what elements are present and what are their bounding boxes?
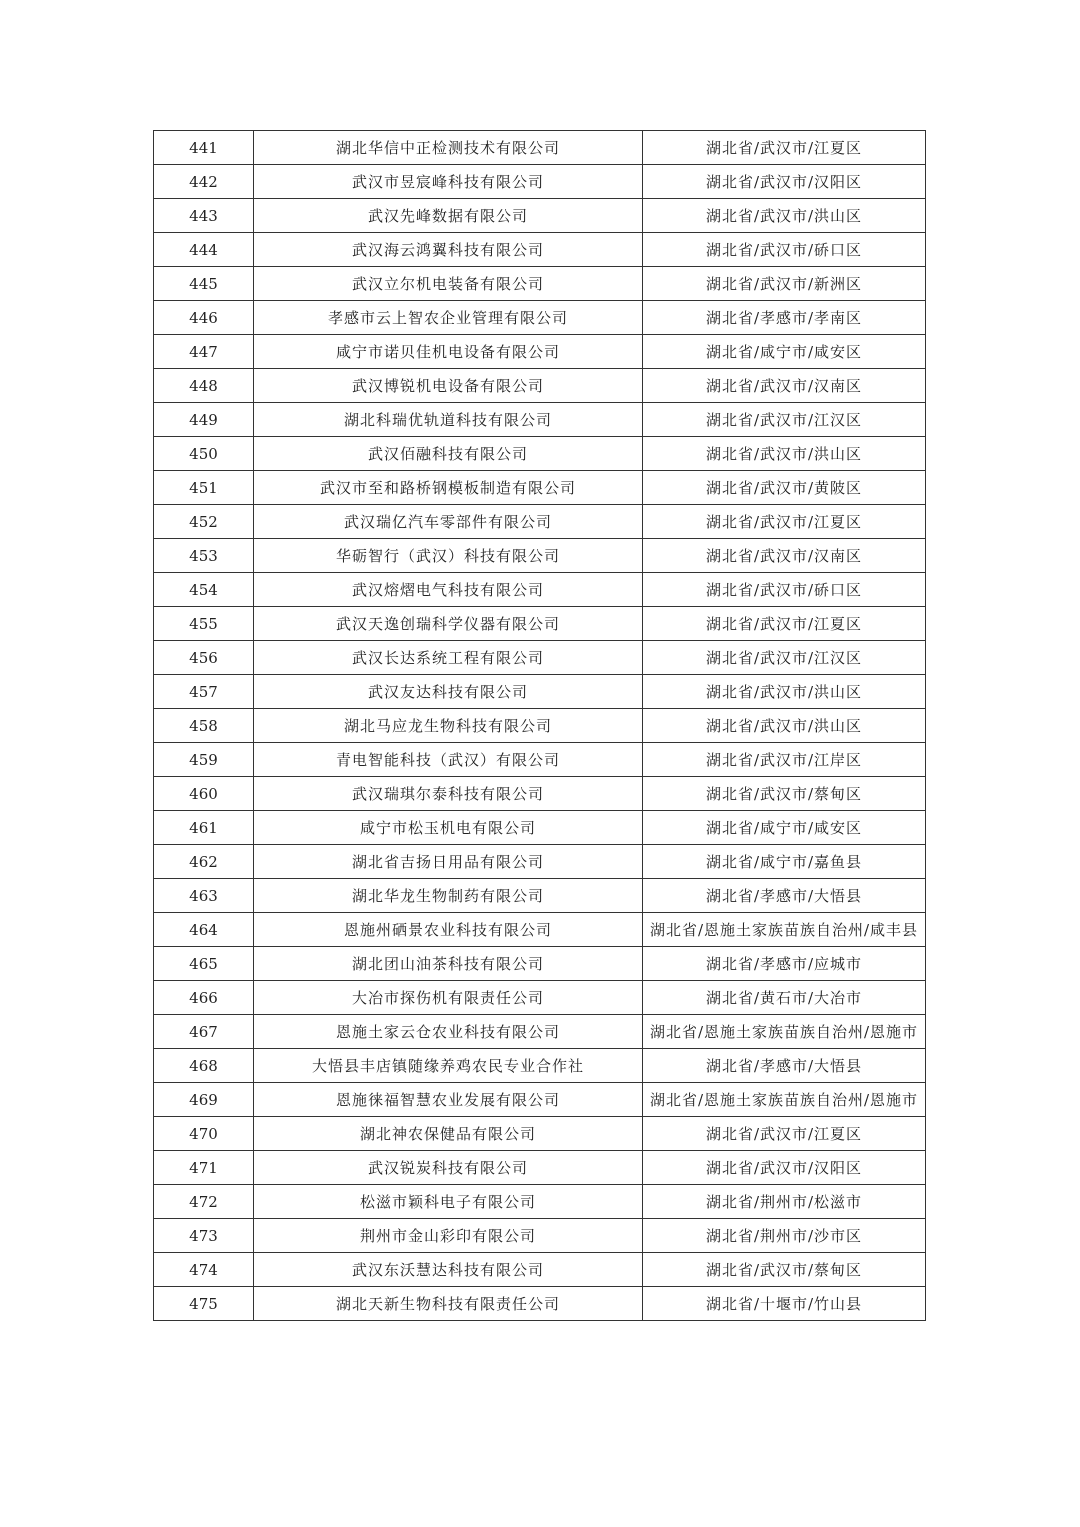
- table-row: [154, 641, 926, 675]
- row-number: 455: [154, 607, 254, 641]
- company-location: 湖北省/武汉市/洪山区: [643, 709, 926, 743]
- company-location: 湖北省/孝感市/大悟县: [643, 879, 926, 913]
- table-row: [154, 1151, 926, 1185]
- table-row: [154, 1083, 926, 1117]
- company-location: 湖北省/武汉市/黄陂区: [643, 471, 926, 505]
- row-number: 466: [154, 981, 254, 1015]
- row-number: 456: [154, 641, 254, 675]
- table-row: [154, 437, 926, 471]
- company-location: 湖北省/武汉市/硚口区: [643, 573, 926, 607]
- company-location: 湖北省/孝感市/应城市: [643, 947, 926, 981]
- company-location: 湖北省/武汉市/汉南区: [643, 539, 926, 573]
- company-name: 湖北团山油茶科技有限公司: [254, 947, 643, 981]
- row-number: 443: [154, 199, 254, 233]
- row-number: 475: [154, 1287, 254, 1321]
- table-row: [154, 573, 926, 607]
- row-number: 441: [154, 131, 254, 165]
- company-name: 武汉市至和路桥钢模板制造有限公司: [254, 471, 643, 505]
- table-row: [154, 301, 926, 335]
- row-number: 470: [154, 1117, 254, 1151]
- row-number: 464: [154, 913, 254, 947]
- row-number: 451: [154, 471, 254, 505]
- company-location: 湖北省/武汉市/硚口区: [643, 233, 926, 267]
- table-row: [154, 165, 926, 199]
- table-row: [154, 403, 926, 437]
- row-number: 447: [154, 335, 254, 369]
- row-number: 452: [154, 505, 254, 539]
- row-number: 442: [154, 165, 254, 199]
- company-name: 孝感市云上智农企业管理有限公司: [254, 301, 643, 335]
- company-location: 湖北省/武汉市/汉阳区: [643, 165, 926, 199]
- company-name: 武汉瑞琪尔泰科技有限公司: [254, 777, 643, 811]
- company-location: 湖北省/武汉市/洪山区: [643, 675, 926, 709]
- company-name: 武汉立尔机电装备有限公司: [254, 267, 643, 301]
- company-location: 湖北省/恩施土家族苗族自治州/恩施市: [643, 1083, 926, 1117]
- table-row: [154, 947, 926, 981]
- company-location: 湖北省/武汉市/江汉区: [643, 641, 926, 675]
- row-number: 463: [154, 879, 254, 913]
- company-name: 青电智能科技（武汉）有限公司: [254, 743, 643, 777]
- table-row: [154, 675, 926, 709]
- company-location: 湖北省/武汉市/汉南区: [643, 369, 926, 403]
- table-row: [154, 199, 926, 233]
- company-location: 湖北省/武汉市/新洲区: [643, 267, 926, 301]
- company-location: 湖北省/黄石市/大冶市: [643, 981, 926, 1015]
- company-name: 湖北华信中正检测技术有限公司: [254, 131, 643, 165]
- company-location: 湖北省/十堰市/竹山县: [643, 1287, 926, 1321]
- row-number: 453: [154, 539, 254, 573]
- row-number: 471: [154, 1151, 254, 1185]
- company-location: 湖北省/武汉市/汉阳区: [643, 1151, 926, 1185]
- company-location: 湖北省/武汉市/江夏区: [643, 607, 926, 641]
- company-name: 恩施土家云仓农业科技有限公司: [254, 1015, 643, 1049]
- company-name: 湖北科瑞优轨道科技有限公司: [254, 403, 643, 437]
- company-name: 武汉友达科技有限公司: [254, 675, 643, 709]
- company-name: 武汉博锐机电设备有限公司: [254, 369, 643, 403]
- company-name: 湖北天新生物科技有限责任公司: [254, 1287, 643, 1321]
- company-name: 武汉锐炭科技有限公司: [254, 1151, 643, 1185]
- company-name: 大冶市探伤机有限责任公司: [254, 981, 643, 1015]
- company-location: 湖北省/荆州市/松滋市: [643, 1185, 926, 1219]
- table-row: [154, 777, 926, 811]
- table-row: [154, 539, 926, 573]
- table-row: [154, 267, 926, 301]
- row-number: 446: [154, 301, 254, 335]
- table-row: [154, 1117, 926, 1151]
- company-table: [153, 130, 926, 1321]
- row-number: 461: [154, 811, 254, 845]
- company-location: 湖北省/武汉市/江岸区: [643, 743, 926, 777]
- company-location: 湖北省/武汉市/江夏区: [643, 1117, 926, 1151]
- row-number: 469: [154, 1083, 254, 1117]
- company-name: 武汉东沃慧达科技有限公司: [254, 1253, 643, 1287]
- table-row: [154, 1219, 926, 1253]
- table-row: [154, 1253, 926, 1287]
- row-number: 448: [154, 369, 254, 403]
- company-name: 武汉海云鸿翼科技有限公司: [254, 233, 643, 267]
- row-number: 459: [154, 743, 254, 777]
- table-row: [154, 811, 926, 845]
- company-name: 武汉长达系统工程有限公司: [254, 641, 643, 675]
- table-row: [154, 369, 926, 403]
- row-number: 457: [154, 675, 254, 709]
- table-row: [154, 233, 926, 267]
- table-row: [154, 131, 926, 165]
- row-number: 465: [154, 947, 254, 981]
- company-name: 武汉天逸创瑞科学仪器有限公司: [254, 607, 643, 641]
- company-name: 恩施州硒景农业科技有限公司: [254, 913, 643, 947]
- company-location: 湖北省/咸宁市/咸安区: [643, 811, 926, 845]
- row-number: 444: [154, 233, 254, 267]
- table-row: [154, 743, 926, 777]
- company-location: 湖北省/恩施土家族苗族自治州/恩施市: [643, 1015, 926, 1049]
- row-number: 458: [154, 709, 254, 743]
- company-name: 咸宁市诺贝佳机电设备有限公司: [254, 335, 643, 369]
- company-location: 湖北省/武汉市/洪山区: [643, 437, 926, 471]
- table-row: [154, 981, 926, 1015]
- company-name: 荆州市金山彩印有限公司: [254, 1219, 643, 1253]
- row-number: 462: [154, 845, 254, 879]
- table-row: [154, 607, 926, 641]
- company-location: 湖北省/武汉市/蔡甸区: [643, 1253, 926, 1287]
- company-name: 恩施徕福智慧农业发展有限公司: [254, 1083, 643, 1117]
- company-location: 湖北省/荆州市/沙市区: [643, 1219, 926, 1253]
- row-number: 450: [154, 437, 254, 471]
- company-location: 湖北省/武汉市/江夏区: [643, 131, 926, 165]
- company-name: 湖北华龙生物制药有限公司: [254, 879, 643, 913]
- company-name: 武汉瑞亿汽车零部件有限公司: [254, 505, 643, 539]
- row-number: 473: [154, 1219, 254, 1253]
- table-row: [154, 1185, 926, 1219]
- company-name: 湖北省吉扬日用品有限公司: [254, 845, 643, 879]
- company-location: 湖北省/恩施土家族苗族自治州/咸丰县: [643, 913, 926, 947]
- company-name: 武汉熔熠电气科技有限公司: [254, 573, 643, 607]
- table-row: [154, 845, 926, 879]
- company-location: 湖北省/武汉市/蔡甸区: [643, 777, 926, 811]
- table-row: [154, 913, 926, 947]
- company-location: 湖北省/武汉市/江夏区: [643, 505, 926, 539]
- row-number: 445: [154, 267, 254, 301]
- table-row: [154, 335, 926, 369]
- company-location: 湖北省/武汉市/江汉区: [643, 403, 926, 437]
- company-name: 松滋市颖科电子有限公司: [254, 1185, 643, 1219]
- company-location: 湖北省/孝感市/大悟县: [643, 1049, 926, 1083]
- company-name: 武汉先峰数据有限公司: [254, 199, 643, 233]
- row-number: 468: [154, 1049, 254, 1083]
- table-row: [154, 1015, 926, 1049]
- row-number: 467: [154, 1015, 254, 1049]
- row-number: 449: [154, 403, 254, 437]
- row-number: 474: [154, 1253, 254, 1287]
- company-name: 湖北神农保健品有限公司: [254, 1117, 643, 1151]
- table-body: [154, 131, 926, 1321]
- company-location: 湖北省/孝感市/孝南区: [643, 301, 926, 335]
- company-location: 湖北省/武汉市/洪山区: [643, 199, 926, 233]
- company-name: 湖北马应龙生物科技有限公司: [254, 709, 643, 743]
- company-location: 湖北省/咸宁市/嘉鱼县: [643, 845, 926, 879]
- table-row: [154, 505, 926, 539]
- table-row: [154, 709, 926, 743]
- company-name: 武汉市昱宸峰科技有限公司: [254, 165, 643, 199]
- table-row: [154, 471, 926, 505]
- company-name: 武汉佰融科技有限公司: [254, 437, 643, 471]
- company-name: 大悟县丰店镇随缘养鸡农民专业合作社: [254, 1049, 643, 1083]
- table-row: [154, 879, 926, 913]
- row-number: 454: [154, 573, 254, 607]
- company-location: 湖北省/咸宁市/咸安区: [643, 335, 926, 369]
- company-name: 华砺智行（武汉）科技有限公司: [254, 539, 643, 573]
- row-number: 460: [154, 777, 254, 811]
- company-name: 咸宁市松玉机电有限公司: [254, 811, 643, 845]
- table-row: [154, 1049, 926, 1083]
- row-number: 472: [154, 1185, 254, 1219]
- table-row: [154, 1287, 926, 1321]
